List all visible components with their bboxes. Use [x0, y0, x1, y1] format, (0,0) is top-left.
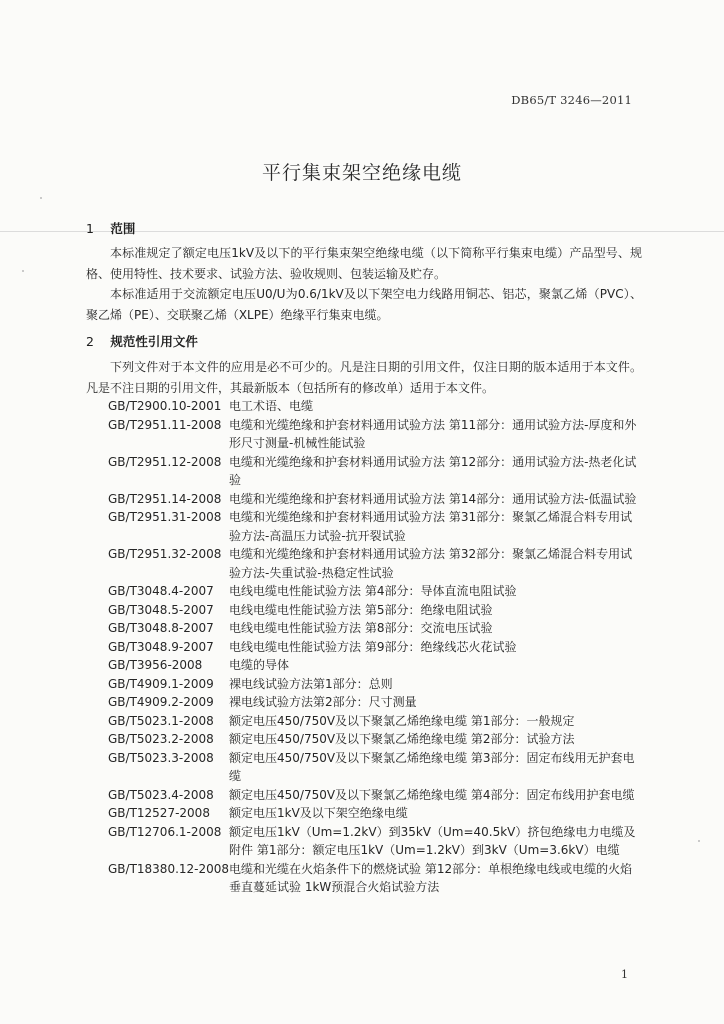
reference-code: GB/T2951.32-2008	[108, 547, 222, 561]
reference-title: 额定电压450/750V及以下聚氯乙烯绝缘电缆 第3部分：固定布线用无护套电缆	[229, 750, 635, 783]
section-heading-scope	[86, 219, 135, 237]
reference-item	[108, 490, 644, 509]
reference-title: 电缆和光缆绝缘和护套材料通用试验方法 第12部分：通用试验方法-热老化试验	[229, 454, 637, 487]
reference-title: 电线电缆电性能试验方法 第5部分：绝缘电阻试验	[229, 602, 493, 617]
reference-item	[108, 693, 644, 712]
references-intro-paragraph: 下列文件对于本文件的应用是必不可少的。凡是注日期的引用文件，仅注日期的版本适用于本文件。凡是不注日期的引用文件，其最新版本（包括所有的修改单）适用于本文件。	[86, 360, 642, 395]
reference-code: GB/T5023.4-2008	[108, 787, 214, 802]
section-number: 2	[86, 334, 94, 349]
reference-item	[108, 638, 644, 657]
reference-title: 额定电压450/750V及以下聚氯乙烯绝缘电缆 第4部分：固定布线用护套电缆	[229, 787, 635, 802]
reference-title: 额定电压450/750V及以下聚氯乙烯绝缘电缆 第2部分：试验方法	[229, 732, 575, 746]
reference-code: GB/T12706.1-2008	[108, 824, 222, 839]
reference-title: 电缆和光缆在火焰条件下的燃烧试验 第12部分：单根绝缘电线或电缆的火焰垂直蔓延试验 1kW预混合火焰试验方法	[229, 861, 633, 894]
reference-item	[108, 416, 644, 453]
reference-code: GB/T5023.2-2008	[108, 732, 214, 746]
reference-title: 电线电缆电性能试验方法 第4部分：导体直流电阻试验	[229, 584, 517, 598]
reference-title: 电线电缆电性能试验方法 第9部分：绝缘线芯火花试验	[229, 639, 517, 654]
reference-item	[108, 730, 644, 749]
reference-title: 电工术语、电缆	[229, 399, 314, 413]
reference-title: 额定电压1kV及以下架空绝缘电缆	[229, 806, 408, 820]
reference-code: GB/T2951.12-2008	[108, 454, 222, 469]
scan-speck	[22, 270, 24, 272]
reference-item	[108, 619, 644, 638]
reference-item	[108, 823, 644, 860]
scan-speck	[40, 197, 42, 199]
reference-title: 电缆和光缆绝缘和护套材料通用试验方法 第14部分：通用试验方法-低温试验	[229, 491, 637, 506]
reference-item	[108, 397, 644, 416]
reference-title: 额定电压1kV（Um=1.2kV）到35kV（Um=40.5kV）挤包绝缘电力电缆及附件 第1部分：额定电压1kV（Um=1.2kV）到3kV（Um=3.6kV）电缆	[229, 824, 636, 857]
reference-code: GB/T3048.5-2007	[108, 602, 214, 617]
reference-title: 电缆的导体	[229, 658, 290, 672]
reference-code: GB/T18380.12-2008	[108, 861, 230, 876]
reference-code: GB/T4909.2-2009	[108, 695, 214, 709]
reference-item	[108, 712, 644, 731]
reference-code: GB/T2951.31-2008	[108, 510, 222, 524]
reference-code: GB/T3048.8-2007	[108, 621, 214, 635]
reference-item	[108, 453, 644, 490]
reference-title: 电缆和光缆绝缘和护套材料通用试验方法 第32部分：聚氯乙烯混合料专用试验方法-失重试验-热稳定性试验	[229, 547, 633, 580]
document-title: 平行集束架空绝缘电缆	[261, 162, 462, 184]
reference-title: 电线电缆电性能试验方法 第8部分：交流电压试验	[229, 621, 493, 635]
reference-item	[108, 860, 644, 897]
reference-item	[108, 545, 644, 582]
reference-code: GB/T5023.1-2008	[108, 713, 214, 728]
section-number: 1	[86, 221, 94, 236]
reference-code: GB/T3048.4-2007	[108, 584, 214, 598]
reference-list	[108, 397, 644, 897]
scan-speck	[698, 840, 700, 842]
reference-title: 额定电压450/750V及以下聚氯乙烯绝缘电缆 第1部分：一般规定	[229, 713, 575, 728]
reference-item	[108, 675, 644, 694]
section-title: 规范性引用文件	[110, 334, 198, 349]
reference-title: 电缆和光缆绝缘和护套材料通用试验方法 第11部分：通用试验方法-厚度和外形尺寸测量-机械性能试验	[229, 417, 637, 450]
reference-title: 裸电线试验方法第1部分：总则	[229, 676, 393, 691]
reference-title: 电缆和光缆绝缘和护套材料通用试验方法 第31部分：聚氯乙烯混合料专用试验方法-高温压力试验-抗开裂试验	[229, 510, 633, 543]
scope-paragraph-2: 本标准适用于交流额定电压U0/U为0.6/1kV及以下架空电力线路用铜芯、铝芯，聚氯乙烯（PVC）、聚乙烯（PE）、交联聚乙烯（XLPE）绝缘平行集束电缆。	[86, 287, 642, 322]
reference-title: 裸电线试验方法第2部分：尺寸测量	[229, 695, 417, 709]
reference-code: GB/T2951.11-2008	[108, 417, 222, 432]
page-number: 1	[621, 968, 628, 981]
reference-item	[108, 582, 644, 601]
reference-code: GB/T3048.9-2007	[108, 639, 214, 654]
reference-code: GB/T4909.1-2009	[108, 676, 214, 691]
section-title: 范围	[110, 221, 136, 236]
reference-code: GB/T2951.14-2008	[108, 491, 222, 506]
reference-item	[108, 601, 644, 620]
section-heading-normative-references	[86, 332, 198, 350]
scope-paragraph-1: 本标准规定了额定电压1kV及以下的平行集束架空绝缘电缆（以下简称平行集束电缆）产品型号、规格、使用特性、技术要求、试验方法、验收规则、包装运输及贮存。	[86, 246, 642, 281]
standard-code: DB65/T 3246—2011	[511, 93, 632, 107]
reference-item	[108, 804, 644, 823]
reference-item	[108, 508, 644, 545]
reference-code: GB/T2900.10-2001	[108, 399, 222, 413]
reference-item	[108, 786, 644, 805]
reference-code: GB/T5023.3-2008	[108, 750, 214, 765]
reference-item	[108, 656, 644, 675]
reference-code: GB/T12527-2008	[108, 806, 210, 820]
reference-item	[108, 749, 644, 786]
reference-code: GB/T3956-2008	[108, 658, 203, 672]
